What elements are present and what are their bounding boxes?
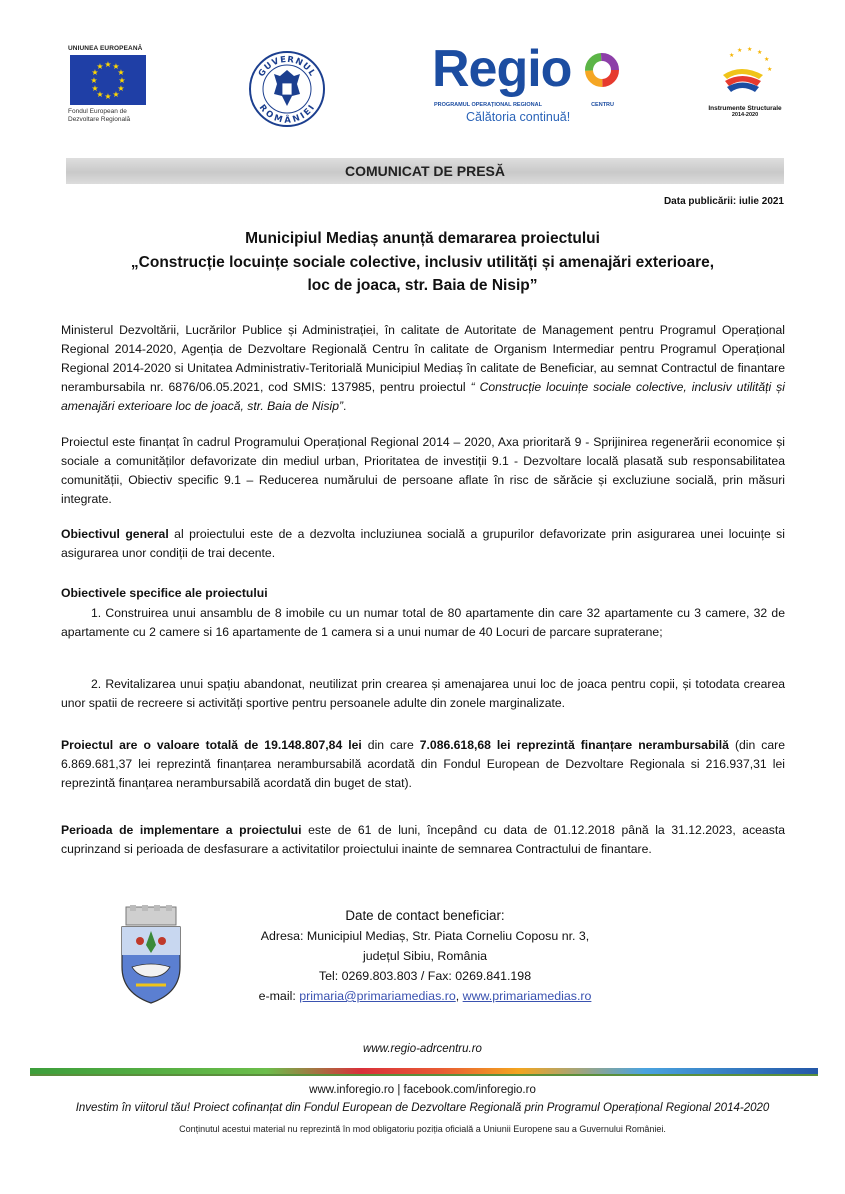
svg-text:★: ★ — [764, 56, 770, 63]
email-link[interactable]: primaria@primariamedias.ro — [299, 989, 456, 1003]
p6-bold: Perioada de implementare a proiectului — [61, 823, 302, 837]
p5-nonrefundable: 7.086.618,68 lei reprezintă finanțare nerambursabilă — [419, 738, 729, 752]
medias-coat-of-arms-icon — [118, 905, 184, 1005]
svg-text:★: ★ — [747, 46, 753, 53]
eu-flag-icon — [70, 55, 146, 105]
is-line1: Instrumente Structurale — [708, 105, 782, 112]
eu-fund-line1: Fondul European de — [68, 108, 127, 115]
title-line3: loc de joaca, str. Baia de Nisip” — [307, 277, 538, 294]
structural-instruments-icon — [715, 45, 775, 97]
title-line2: „Construcție locuințe sociale colective, inclusiv utilități și amenajări exterioare, — [130, 253, 715, 271]
paragraph-period — [61, 821, 785, 859]
specific-objectives-heading: Obiectivele specifice ale proiectului — [61, 586, 268, 600]
svg-text:★: ★ — [91, 68, 99, 77]
website-link[interactable]: www.primariamedias.ro — [462, 989, 592, 1003]
svg-text:★: ★ — [118, 76, 126, 85]
eu-caption: UNIUNEA EUROPEANĂ — [68, 45, 143, 52]
footer-slogan: Investim în viitorul tău! Proiect cofinanțat din Fondul European de Dezvoltare Regională prin Programul Operațional Regional 2014-2020 — [75, 1102, 770, 1114]
svg-text:★: ★ — [737, 47, 743, 54]
svg-text:ROMÂNIEI — [257, 103, 318, 126]
structural-instruments-logo — [700, 45, 790, 118]
p1-text: Ministerul Dezvoltării, Lucrărilor Publice și Administrației, în calitate de Autoritate de Management pentru Programul Operațional Regional 2014-2020, Agenția de Dezvoltare Regională Centru în calitate de Organism Intermediar pentru Programul Operațional Regional 2014-2020 si Unitatea Administrativ-Teritorială Municipiul Mediaș în calitate de Beneficiar, au semnat Contractul de finantare nerambursabila nr. 6876/06.05.2021, cod SMIS: 137985, pentru proiectul — [61, 323, 785, 394]
regio-logo — [432, 42, 622, 132]
paragraph-contract — [61, 321, 785, 416]
specific-objective-item-1: 1. Construirea unui ansamblu de 8 imobile cu un numar total de 80 apartamente din care 32 apartamente cu 3 camere, 32 de apartamente cu 2 camere si 16 apartamente de 1 camera si a unui numar de 40 Locuri de parcare supraterane; — [61, 606, 785, 639]
adr-centru-url[interactable]: www.regio-adrcentru.ro — [363, 1043, 482, 1055]
regio-region: CENTRU — [591, 102, 614, 108]
eu-logo — [68, 45, 158, 124]
regio-wordmark: Regio — [432, 40, 572, 98]
p5-mid: din care — [361, 738, 420, 752]
svg-text:★: ★ — [112, 90, 120, 99]
svg-text:★: ★ — [112, 62, 120, 71]
gov-top-text: GUVERNUL — [256, 54, 318, 79]
paragraph-value — [61, 736, 785, 793]
regio-ring-icon — [584, 52, 620, 88]
logo-row — [0, 40, 845, 140]
regio-program-name: PROGRAMUL OPERAȚIONAL REGIONAL — [434, 102, 542, 108]
paragraph-general-objective — [61, 525, 785, 563]
svg-text:★: ★ — [90, 76, 98, 85]
svg-text:★: ★ — [729, 52, 735, 59]
contact-phone: Tel: 0269.803.803 / Fax: 0269.841.198 — [318, 969, 532, 983]
title-line1: Municipiul Mediaș anunță demararea proiectului — [245, 230, 600, 247]
regio-program-line — [434, 102, 614, 108]
p5-total-value: Proiectul are o valoare totală de 19.148.807,84 lei — [61, 738, 362, 752]
publication-date: Data publicării: iulie 2021 — [663, 196, 784, 207]
svg-text:★: ★ — [117, 84, 125, 93]
svg-text:★: ★ — [104, 92, 112, 101]
is-line2: 2014-2020 — [731, 112, 759, 118]
svg-text:★: ★ — [96, 90, 104, 99]
email-label: e-mail: — [258, 989, 296, 1003]
contact-address2: județul Sibiu, România — [363, 949, 487, 963]
p3-rest: al proiectului este de a dezvolta incluziunea socială a grupurilor defavorizate prin asigurarea unei locuințe si asigurarea unor condiții de trai decente. — [61, 527, 785, 560]
svg-text:★: ★ — [117, 68, 125, 77]
footer-color-rule — [30, 1068, 818, 1076]
footer-disclaimer: Conținutul acestui material nu reprezintă în mod obligatoriu poziția oficială a Uniunii Europene sau a Guvernului României. — [179, 1124, 666, 1134]
svg-text:★: ★ — [91, 84, 99, 93]
footer-links[interactable]: www.inforegio.ro | facebook.com/inforegio.ro — [309, 1084, 536, 1096]
contact-address1: Adresa: Municipiul Mediaș, Str. Piata Corneliu Coposu nr. 3, — [260, 929, 590, 943]
svg-text:★: ★ — [104, 60, 112, 69]
contact-separator: , — [455, 989, 460, 1003]
p5-rest: (din care 6.869.681,37 lei reprezintă finanțarea nerambursabilă acordată din Fondul European de Dezvoltare Regionala si 216.937,31 lei reprezintă finanțarea nerambursabilă acordată din buget de stat). — [61, 738, 785, 790]
press-release-band: COMUNICAT DE PRESĂ — [66, 158, 784, 184]
government-seal-icon — [248, 50, 326, 128]
p6-rest: este de 61 de luni, începând cu data de 01.12.2018 până la 31.12.2023, aceasta cuprinzand si perioada de desfasurare a activitatilor proiectului inainte de semnarea Contractului de finantare. — [61, 823, 785, 856]
p3-bold: Obiectivul general — [61, 527, 169, 541]
p1-end: . — [343, 399, 347, 413]
paragraph-financing: Proiectul este finanțat în cadrul Programului Operațional Regional 2014 – 2020, Axa prioritară 9 - Sprijinirea regenerării economice și sociale a comunităților defavorizate din mediul urban, Prioritatea de investiții 9.1 - Dezvoltare locală plasată sub responsabilitatea comunității, Obiectiv specific 9.1 – Reducerea numărului de persoane aflate în risc de sărăcie și excluziune socială, prin măsuri integrate. — [61, 435, 785, 506]
eu-fund-line2: Dezvoltare Regională — [68, 116, 131, 123]
gov-bottom-text: ROMÂNIEI — [256, 102, 318, 126]
regio-tagline: Călătoria continuă! — [466, 110, 571, 124]
p1-project-name: “ Construcție locuințe sociale colective, inclusiv utilități și amenajări exterioare loc de joacă, str. Baia de Nisip” — [61, 380, 785, 413]
contact-block — [230, 906, 620, 1006]
svg-text:★: ★ — [767, 66, 773, 73]
page-title — [60, 227, 785, 298]
specific-objective-item-2: 2. Revitalizarea unui spațiu abandonat, neutilizat prin crearea și amenajarea unui loc de joaca pentru copii, și totodata crearea unor spatii de recreere si activități sportive pentru persoanele adulte din zonele marginalizate. — [61, 677, 785, 710]
contact-heading: Date de contact beneficiar: — [345, 908, 505, 923]
contact-email-line — [230, 986, 620, 1006]
svg-text:★: ★ — [757, 49, 763, 56]
svg-text:★: ★ — [96, 62, 104, 71]
